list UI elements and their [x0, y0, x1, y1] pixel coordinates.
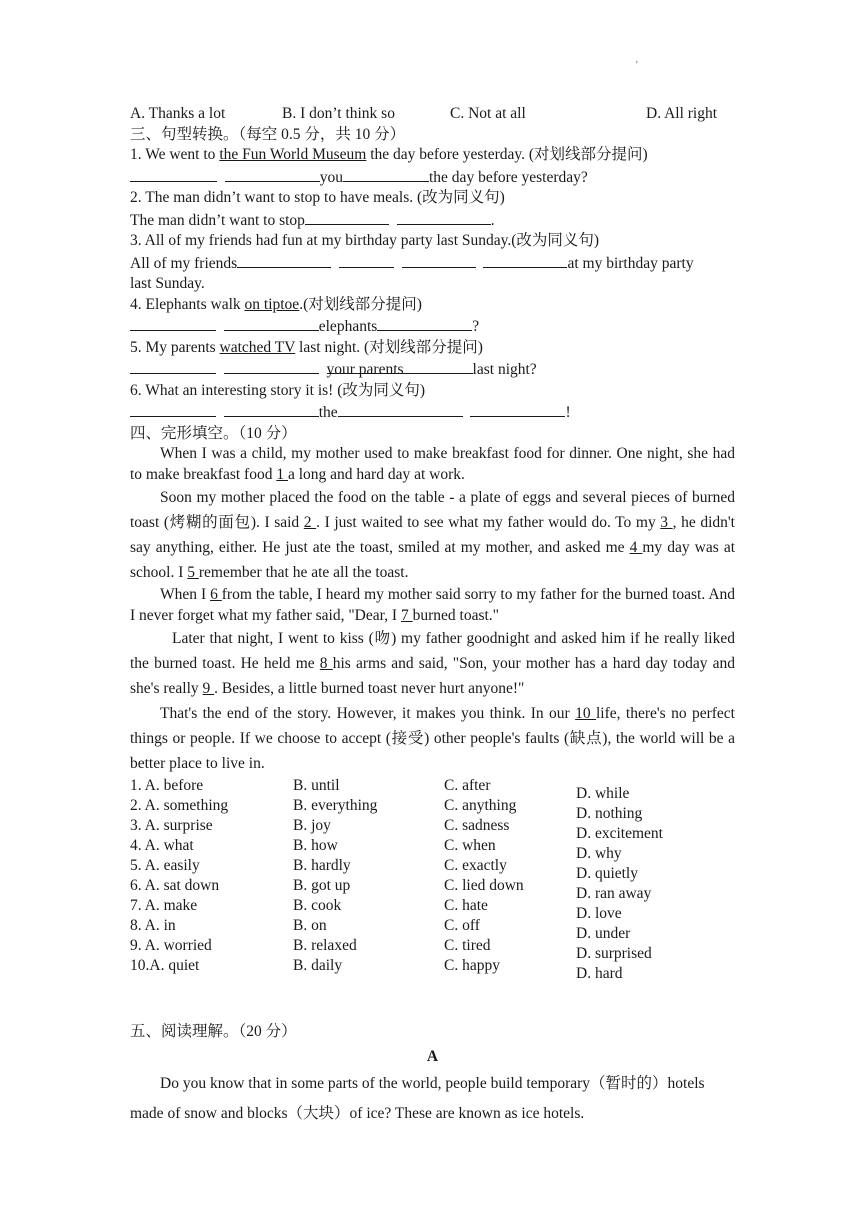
option-d: D. while [576, 785, 630, 802]
option-a: 4. A. what [130, 837, 194, 854]
blank[interactable] [130, 358, 216, 374]
previous-question-options [130, 104, 735, 125]
option-a: 1. A. before [130, 777, 204, 794]
blank[interactable] [237, 252, 331, 268]
option-c: C. sadness [444, 817, 510, 834]
blank[interactable] [224, 358, 319, 374]
cloze-paragraph-5: That's the end of the story. However, it makes you think. In our 10 life, there's no perfect things or people. If we choose to accept (接受) other people's faults (缺点), the world will be a better place to live in. [130, 705, 735, 772]
reading-paragraph: Do you know that in some parts of the world, people build temporary（暂时的）hotels made of snow and blocks（大块）of ice? These are known as ice hotels. [130, 1075, 705, 1122]
q1-text: 1. We went to [130, 146, 220, 163]
page-mark: ' [636, 60, 638, 71]
option-d: D. All right [646, 105, 718, 122]
section-5-heading: 五、阅读理解。（20 分） [130, 1023, 297, 1040]
option-b: B. hardly [293, 857, 351, 874]
q6-answer-end: ! [565, 404, 571, 421]
blank[interactable] [377, 315, 472, 331]
q1-answer-word: you [319, 168, 343, 186]
q2-answer-start: The man didn’t want to stop [130, 211, 305, 229]
option-d: D. hard [576, 965, 623, 982]
option-a: 2. A. something [130, 797, 229, 814]
option-a: 10.A. quiet [130, 957, 200, 974]
q1-prompt [130, 145, 735, 166]
worksheet-content [130, 104, 735, 1129]
q5-answer-end: last night? [472, 361, 537, 378]
option-b: B. cook [293, 897, 342, 914]
blank-number: 9 [202, 680, 215, 697]
blank-number: 7 [400, 606, 413, 624]
q4-answer-line [130, 315, 735, 338]
q1-underlined: the Fun World Museum [219, 146, 367, 163]
option-a: 7. A. make [130, 897, 198, 914]
q1-instruction: the day before yesterday. (对划线部分提问) [366, 146, 648, 163]
blank-number: 6 [210, 586, 222, 603]
q6-prompt: 6. What an interesting story it is! (改为同义句) [130, 381, 426, 399]
blank[interactable] [224, 315, 319, 331]
option-a: 8. A. in [130, 917, 176, 934]
q5-underlined: watched TV [219, 338, 296, 356]
option-b: B. daily [293, 957, 343, 974]
option-c: C. anything [444, 797, 517, 814]
blank[interactable] [224, 401, 319, 417]
option-c: C. Not at all [450, 105, 526, 122]
q5-prompt [130, 338, 735, 359]
option-d: D. love [576, 905, 622, 922]
option-b: B. joy [293, 817, 331, 834]
q4-text: 4. Elephants walk [130, 295, 245, 313]
blank-number: 10 [575, 705, 596, 722]
q5-text: 5. My parents [130, 338, 220, 356]
q3-prompt: 3. All of my friends had fun at my birthday party last Sunday.(改为同义句) [130, 232, 600, 249]
q6-answer-word: the [318, 404, 338, 421]
option-d: D. under [576, 925, 631, 942]
option-c: C. exactly [444, 857, 507, 874]
option-b: B. relaxed [293, 937, 357, 954]
blank[interactable] [225, 166, 320, 182]
q3-answer-start: All of my friends [130, 254, 238, 272]
q3-answer-line [130, 252, 735, 275]
options-column-d [576, 784, 663, 984]
q2-answer-line: The man didn’t want to stop . [130, 209, 735, 232]
q2-prompt: 2. The man didn’t want to stop to have meals. (改为同义句) [130, 189, 505, 206]
option-d: D. surprised [576, 945, 652, 962]
option-d: D. why [576, 845, 622, 862]
option-d: D. nothing [576, 805, 643, 822]
blank[interactable] [343, 166, 429, 182]
option-a: 9. A. worried [130, 937, 212, 954]
options-column-c [444, 776, 524, 976]
option-c: C. when [444, 837, 496, 854]
cloze-options-table [130, 776, 735, 998]
blank[interactable] [305, 209, 389, 225]
q5-instruction: last night. (对划线部分提问) [295, 338, 483, 356]
cloze-paragraph-1: When I was a child, my mother used to make breakfast food for dinner. One night, she had to make breakfast food 1 a long and hard day at work. [130, 445, 735, 483]
cloze-paragraph-2: Soon my mother placed the food on the table - a plate of eggs and several pieces of burned toast (烤糊的面包). I said 2 . I just waited to see what my father would do. To my 3 , he didn't say anything, either. He just ate the toast, smiled at my mother, and asked me 4 my day was at school. I 5 remember that he ate all the toast. [130, 489, 736, 581]
blank[interactable] [338, 401, 463, 417]
q1-answer-end: the day before yesterday? [429, 168, 588, 186]
q6-answer-line [130, 401, 735, 424]
q4-answer-end: ? [472, 318, 480, 335]
section-3-heading: 三、句型转换。（每空 0.5 分，共 10 分） [130, 125, 406, 143]
blank-number: 4 [629, 539, 643, 556]
blank[interactable] [130, 166, 217, 182]
option-d: D. quietly [576, 865, 638, 882]
q5-answer-line [130, 358, 735, 381]
option-c: C. tired [444, 937, 491, 954]
q1-answer-line [130, 166, 735, 189]
q5-answer-word: your parents [326, 361, 404, 378]
option-b: B. got up [293, 877, 351, 894]
section-4-heading: 四、完形填空。（10 分） [130, 424, 297, 442]
option-d: D. excitement [576, 825, 663, 842]
option-a: 3. A. surprise [130, 817, 213, 834]
blank[interactable] [402, 252, 476, 268]
option-b: B. I don’t think so [282, 105, 395, 122]
q4-prompt [130, 295, 735, 316]
option-c: C. after [444, 777, 491, 794]
option-b: B. on [293, 917, 327, 934]
option-a: 5. A. easily [130, 857, 200, 874]
blank-number: 3 [660, 514, 673, 531]
option-b: B. everything [293, 797, 378, 814]
blank[interactable] [404, 358, 473, 374]
blank-number: 1 [276, 465, 288, 483]
q4-answer-word: elephants [318, 318, 378, 335]
blank-number: 8 [319, 655, 333, 672]
option-c: C. lied down [444, 877, 524, 894]
blank[interactable] [470, 401, 565, 417]
passage-title: A [426, 1047, 439, 1065]
blank[interactable] [397, 209, 491, 225]
blank[interactable] [130, 401, 216, 417]
cloze-paragraph-3: When I 6 from the table, I heard my mother said sorry to my father for the burned toast. And I never forget what my father said, "Dear, I 7 burned toast." [130, 586, 736, 624]
blank[interactable] [483, 252, 567, 268]
q4-underlined: on tiptoe [244, 295, 300, 313]
options-column-b [293, 776, 377, 976]
option-a: A. Thanks a lot [130, 105, 226, 122]
option-d: D. ran away [576, 885, 652, 902]
blank[interactable] [339, 252, 394, 268]
cloze-paragraph-4: Later that night, I went to kiss (吻) my father goodnight and asked him if he really liked the burned toast. He held me 8 his arms and said, "Son, your mother has a hard day today and she's really 9 . Besides, a little burned toast never hurt anyone!" [130, 630, 736, 697]
q3-answer-mid: at my birthday party [567, 254, 694, 272]
option-c: C. happy [444, 957, 500, 974]
blank[interactable] [130, 315, 216, 331]
options-column-a [130, 776, 228, 976]
option-b: B. until [293, 777, 340, 794]
q3-answer-end: last Sunday. [130, 275, 205, 292]
q4-instruction: .(对划线部分提问) [299, 295, 422, 313]
blank-number: 5 [187, 564, 199, 581]
option-c: C. off [444, 917, 480, 934]
blank-number: 2 [303, 514, 317, 531]
option-b: B. how [293, 837, 338, 854]
option-a: 6. A. sat down [130, 877, 220, 894]
option-c: C. hate [444, 897, 488, 914]
